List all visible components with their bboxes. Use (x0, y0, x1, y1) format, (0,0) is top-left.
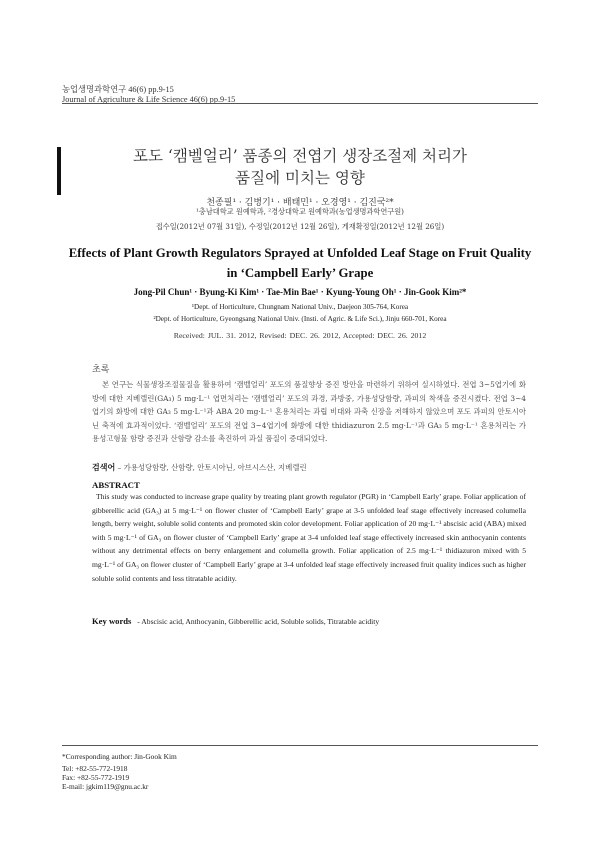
korean-keywords-list: – 가용성당함량, 산함량, 안토시아닌, 아브시스산, 지베렐린 (117, 463, 307, 472)
header-rule (62, 103, 538, 104)
korean-authors: 천종필¹ · 김병기¹ · 배태민¹ · 오경영¹ · 김진국²* (206, 198, 394, 208)
english-authors: Jong-Pil Chun¹ · Byung-Ki Kim¹ · Tae-Min Bae¹ · Kyung-Young Oh¹ · Jin-Gook Kim²* (133, 287, 467, 297)
footnote-corresponding-author: *Corresponding author: Jin-Gook Kim (62, 752, 177, 761)
footnote-rule (62, 745, 538, 746)
english-title-line-2: in ‘Campbell Early’ Grape (226, 266, 374, 280)
english-dates: Received: JUL. 31. 2012, Revised: DEC. 26. 2012, Accepted: DEC. 26. 2012 (173, 331, 427, 340)
korean-keywords-label: 검색어 (92, 462, 116, 472)
english-abstract-body: This study was conducted to increase grape quality by treating plant growth regulator (PGR) in ‘Campbell Early’ grape. Foliar application of gibberellic acid (GA₃) at 5 mg·L⁻¹ on flower cluster of ‘Campbell Early’ grape at 3-5 unfolded leaf stage effectively increased columella length, berry weight, soluble solid contents and promoted skin color development. Foliar application of 20 mg·L⁻¹ abscisic acid (ABA) mixed with 5 mg·L⁻¹ of GA₃ on flower cluster of ‘Campbell Early’ grape at 3-4 unfolded leaf stage effectively increased skin anthocyanin contents without any detrimental effects on berry enlargement and columella growth. Foliar application of 2.5 mg·L⁻¹ thidiazuron mixed with 5 mg·L⁻¹ of GA₃ on flower cluster of ‘Campbell Early’ grape at 3-4 unfolded leaf stage effectively increased fruit quality indices such as higher soluble solid contents and less titratable acidity. (92, 492, 526, 583)
korean-title-line-1: 포도 ‘캠벨얼리’ 품종의 전엽기 생장조절제 처리가 (133, 147, 467, 165)
title-side-bar (57, 147, 61, 195)
english-keywords-list: - Abscisic acid, Anthocyanin, Gibberellic acid, Soluble solids, Titratable acidity (137, 617, 380, 626)
journal-line-english: Journal of Agriculture & Life Science 46(6) pp.9-15 (62, 95, 236, 104)
english-title-line-1: Effects of Plant Growth Regulators Sprayed at Unfolded Leaf Stage on Fruit Quality (68, 246, 532, 260)
journal-line-korean: 농업생명과학연구 46(6) pp.9-15 (62, 85, 174, 94)
english-keywords-label: Key words (92, 616, 132, 626)
footnote-telephone: Tel: +82-55-772-1918 (62, 764, 128, 773)
english-affiliation-2: ²Dept. of Horticulture, Gyeongsang National Univ. (Insti. of Agric. & Life Sci.), Jinju 660-701, Korea (153, 315, 447, 323)
korean-abstract-body: 본 연구는 식물생장조절물질을 활용하여 ‘캠벨얼리’ 포도의 품질향상 증진 방안을 마련하기 위하여 실시하였다. 전엽 3~5엽기에 화방에 대한 지베렐린(GA₃) 5 mg·L⁻¹ 엽면처리는 ‘캠벨얼리’ 포도의 과경, 과방중, 가용성당함량, 과피의 착색을 증진시켰다. 전엽 3~4엽기의 화방에 대한 GA₃ 5 mg·L⁻¹과 ABA 20 mg·L⁻¹ 혼용처리는 과립 비대와 과축 신장을 저해하지 않았으며 포도 과피의 안토시아닌 축적에 효과적이었다. ‘캠벨얼리’ 포도의 전엽 3~4엽기에 화방에 대한 thidiazuron 2.5 mg·L⁻¹과 GA₃ 5 mg·L⁻¹ 혼용처리는 가용성고형물 함량 증진과 산함량 감소를 촉진하여 과실 품질이 증대되었다. (92, 380, 526, 444)
korean-affiliation: ¹충남대학교 원예학과, ²경상대학교 원예학과(농업생명과학연구원) (196, 207, 404, 216)
footnote-fax: Fax: +82-55-772-1919 (62, 773, 130, 782)
korean-dates: 접수일(2012년 07월 31일), 수정일(2012년 12월 26일), 게재확정일(2012년 12월 26일) (155, 222, 445, 231)
footnote-email: E-mail: jgkim119@gnu.ac.kr (62, 782, 149, 791)
korean-abstract-heading: 초록 (92, 365, 110, 375)
english-keywords (92, 616, 532, 626)
english-affiliation-1: ¹Dept. of Horticulture, Chungnam National Univ., Daejeon 305-764, Korea (191, 303, 409, 311)
korean-title-line-2: 품질에 미치는 영향 (235, 169, 365, 187)
korean-keywords (92, 462, 532, 473)
english-abstract-heading: ABSTRACT (92, 480, 140, 490)
